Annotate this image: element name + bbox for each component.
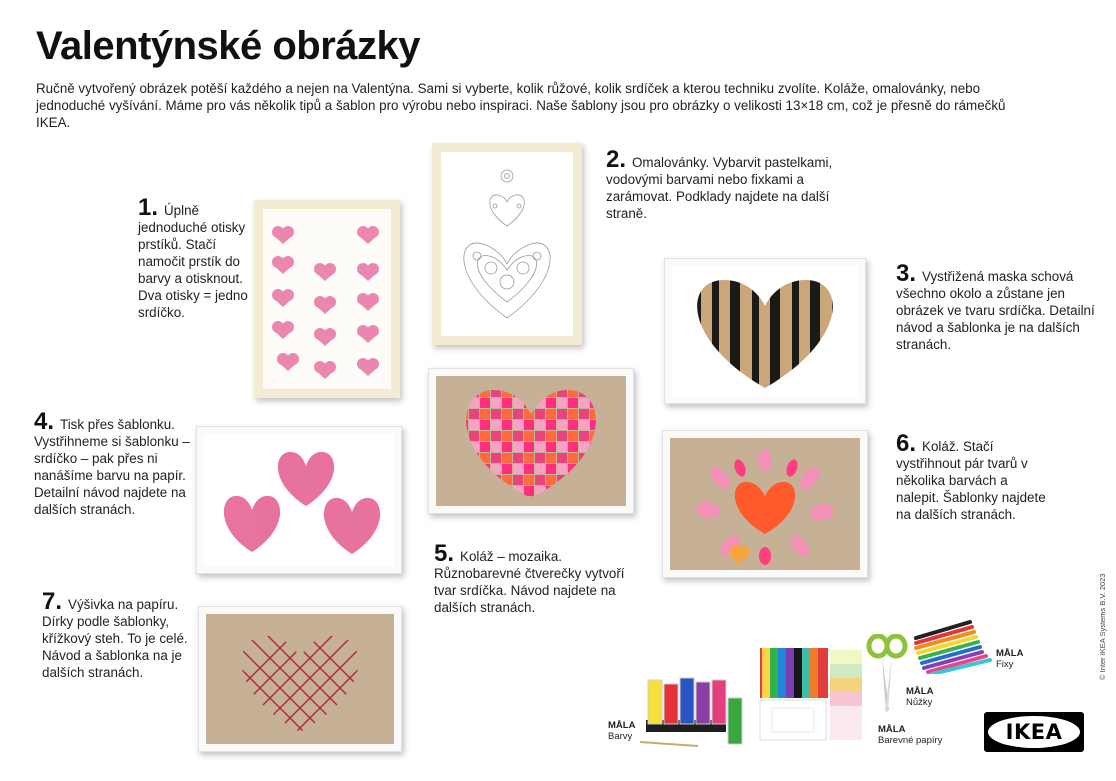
frame-fingerprints <box>254 200 400 398</box>
step-text: Výšivka na papíru. Dírky podle šablonky, křížkový steh. To je celé. Návod a šablonka na je dalších stranách. <box>42 597 188 680</box>
stencil-hearts-image <box>204 434 394 566</box>
markers-image <box>910 616 994 674</box>
colored-papers-image <box>758 646 864 744</box>
step-2 <box>606 146 866 222</box>
collage-heart-image <box>670 438 860 570</box>
cross-stitch-heart-image <box>206 614 394 744</box>
step-text: Koláž. Stačí vystřihnout pár tvarů v několika barvách a nalepit. Šablonky najdete na dalších stranách. <box>896 439 1046 522</box>
step-text: Úplně jednoduché otisky prstíků. Stačí namočit prstík do barvy a otisknout. Dva otisky = jedno srdíčko. <box>138 203 248 320</box>
frame-stencil-print <box>196 426 402 574</box>
step-text: Koláž – mozaika. Různobarevné čtverečky vytvoří tvar srdíčka. Návod najdete na dalších stranách. <box>434 549 625 615</box>
frame-collage <box>662 430 868 578</box>
step-5 <box>434 540 650 616</box>
product-scissors-label <box>906 686 933 708</box>
product-desc: Barevné papíry <box>878 735 943 746</box>
product-desc: Fixy <box>996 659 1014 670</box>
product-desc: Barvy <box>608 731 633 742</box>
page-title: Valentýnské obrázky <box>36 24 421 68</box>
step-1 <box>138 194 250 321</box>
step-4 <box>34 408 190 518</box>
step-text: Omalovánky. Vybarvit pastelkami, vodovými barvami nebo fixkami a zarámovat. Podklady najdete na další straně. <box>606 155 833 221</box>
frame-mask-heart <box>664 258 866 404</box>
step-number: 2. <box>606 146 627 173</box>
step-text: Tisk přes šablonku. Vystřihneme si šablonku – srdíčko – pak přes ni nanášíme barvu na papír. Detailní návod najdete na dalších stranách. <box>34 417 190 517</box>
copyright-note: © Inter IKEA Systems B.V. 2023 <box>1098 573 1107 680</box>
intro-paragraph: Ručně vytvořený obrázek potěší každého a nejen na Valentýna. Sami si vyberte, kolik růžové, kolik srdíček a kterou techniku zvolíte. Koláže, omalovánky, nebo jednoduché vyšívání. Máme pro vás několik tipů a šablon pro výrobu nebo inspiraci. Naše šablony jsou pro obrázky o velikosti 13×18 cm, což je přesně do rámečků IKEA. <box>36 81 1006 130</box>
frame-mosaic <box>428 368 634 514</box>
step-7 <box>42 588 198 681</box>
product-desc: Nůžky <box>906 697 933 708</box>
product-name: MÅLA <box>608 720 636 731</box>
fingerprint-hearts-image <box>263 209 391 389</box>
frame-embroidery <box>198 606 402 752</box>
step-number: 1. <box>138 194 159 221</box>
step-number: 7. <box>42 588 63 615</box>
step-3 <box>896 260 1096 353</box>
paint-bottles-image <box>636 668 746 748</box>
product-papers-label <box>878 724 942 746</box>
frame-coloring-page <box>432 143 582 345</box>
product-markers-label <box>996 648 1023 670</box>
step-number: 5. <box>434 540 455 567</box>
product-name: MÅLA <box>906 686 934 697</box>
mosaic-heart-image <box>436 376 626 506</box>
coloring-heart-image <box>441 152 573 336</box>
step-number: 3. <box>896 260 917 287</box>
step-number: 4. <box>34 408 55 435</box>
step-text: Vystřižená maska schová všechno okolo a zůstane jen obrázek ve tvaru srdíčka. Detailní návod a šablonka je na dalších stranách. <box>896 269 1095 352</box>
step-number: 6. <box>896 430 917 457</box>
step-6 <box>896 430 1046 523</box>
product-paints-label <box>608 720 635 742</box>
scissors-image <box>866 634 908 714</box>
striped-mask-heart-image <box>672 266 858 396</box>
ikea-logo: IKEA <box>984 712 1084 752</box>
product-name: MÅLA <box>878 724 906 735</box>
product-name: MÅLA <box>996 648 1024 659</box>
